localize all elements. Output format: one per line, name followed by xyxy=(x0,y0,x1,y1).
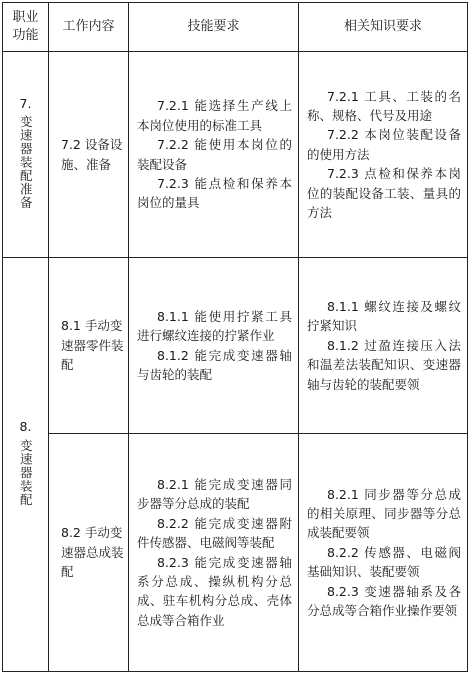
content-cell xyxy=(49,258,129,434)
table-row xyxy=(3,52,468,258)
function-cell xyxy=(3,52,49,258)
header-content: 工作内容 xyxy=(49,3,129,52)
knowledge-item: 8.2.2 传感器、电磁阀基础知识、装配要领 xyxy=(307,544,461,580)
header-knowledge: 相关知识要求 xyxy=(299,3,468,52)
skills-cell xyxy=(129,258,299,434)
knowledge-item: 7.2.3 点检和保养本岗位的装配设备工装、量具的方法 xyxy=(307,166,461,220)
knowledge-cell xyxy=(299,434,468,672)
header-skills: 技能要求 xyxy=(129,3,299,52)
function-name: 变速器装配准备 xyxy=(18,115,34,210)
knowledge-item: 8.2.3 变速器轴系及各分总成等合箱作业操作要领 xyxy=(307,583,461,618)
knowledge-item: 8.2.1 同步器等分总成的相关原理、同步器等分总成装配要领 xyxy=(307,486,461,541)
header-row xyxy=(3,3,468,52)
skill-item: 8.2.2 能完成变速器附件传感器、电磁阀等装配 xyxy=(137,515,292,551)
table-row xyxy=(3,434,468,672)
skills-cell xyxy=(129,52,299,258)
content-text: 8.1 手动变速器零件装配 xyxy=(61,318,124,373)
knowledge-cell xyxy=(299,52,468,258)
skill-item: 8.1.2 能完成变速器轴与齿轮的装配 xyxy=(137,347,292,382)
content-cell xyxy=(49,52,129,258)
skill-item: 7.2.3 能点检和保养本岗位的量具 xyxy=(137,175,292,211)
function-name: 变速器装配 xyxy=(18,438,34,507)
skill-item: 8.2.1 能完成变速器同步器等分总成的装配 xyxy=(137,477,292,512)
function-number: 7. xyxy=(19,95,32,111)
skill-item: 7.2.2 能使用本岗位的装配设备 xyxy=(137,137,292,172)
table-row xyxy=(3,258,468,434)
skill-item: 8.2.3 能完成变速器轴系分总成、操纵机构分总成、驻车机构分总成、壳体总成等合箱作业 xyxy=(137,554,292,628)
function-cell xyxy=(3,258,49,672)
skill-item: 8.1.1 能使用拧紧工具进行螺纹连接的拧紧作业 xyxy=(137,308,292,344)
knowledge-item: 8.1.1 螺纹连接及螺纹拧紧知识 xyxy=(307,299,461,334)
knowledge-cell xyxy=(299,258,468,434)
knowledge-item: 7.2.1 工具、工装的名称、规格、代号及用途 xyxy=(307,88,461,124)
competency-table xyxy=(2,2,468,672)
skills-cell xyxy=(129,434,299,672)
knowledge-item: 7.2.2 本岗位装配设备的使用方法 xyxy=(307,127,461,162)
content-text: 8.2 手动变速器总成装配 xyxy=(61,525,124,580)
function-number: 8. xyxy=(19,419,32,435)
content-cell xyxy=(49,434,129,672)
knowledge-item: 8.1.2 过盈连接压入法和温差法装配知识、变速器轴与齿轮的装配要领 xyxy=(307,337,461,392)
content-text: 7.2 设备设施、准备 xyxy=(61,137,123,172)
skill-item: 7.2.1 能选择生产线上本岗位使用的标准工具 xyxy=(137,98,292,133)
header-function xyxy=(3,3,49,52)
header-function-label: 职业功能 xyxy=(12,10,39,43)
